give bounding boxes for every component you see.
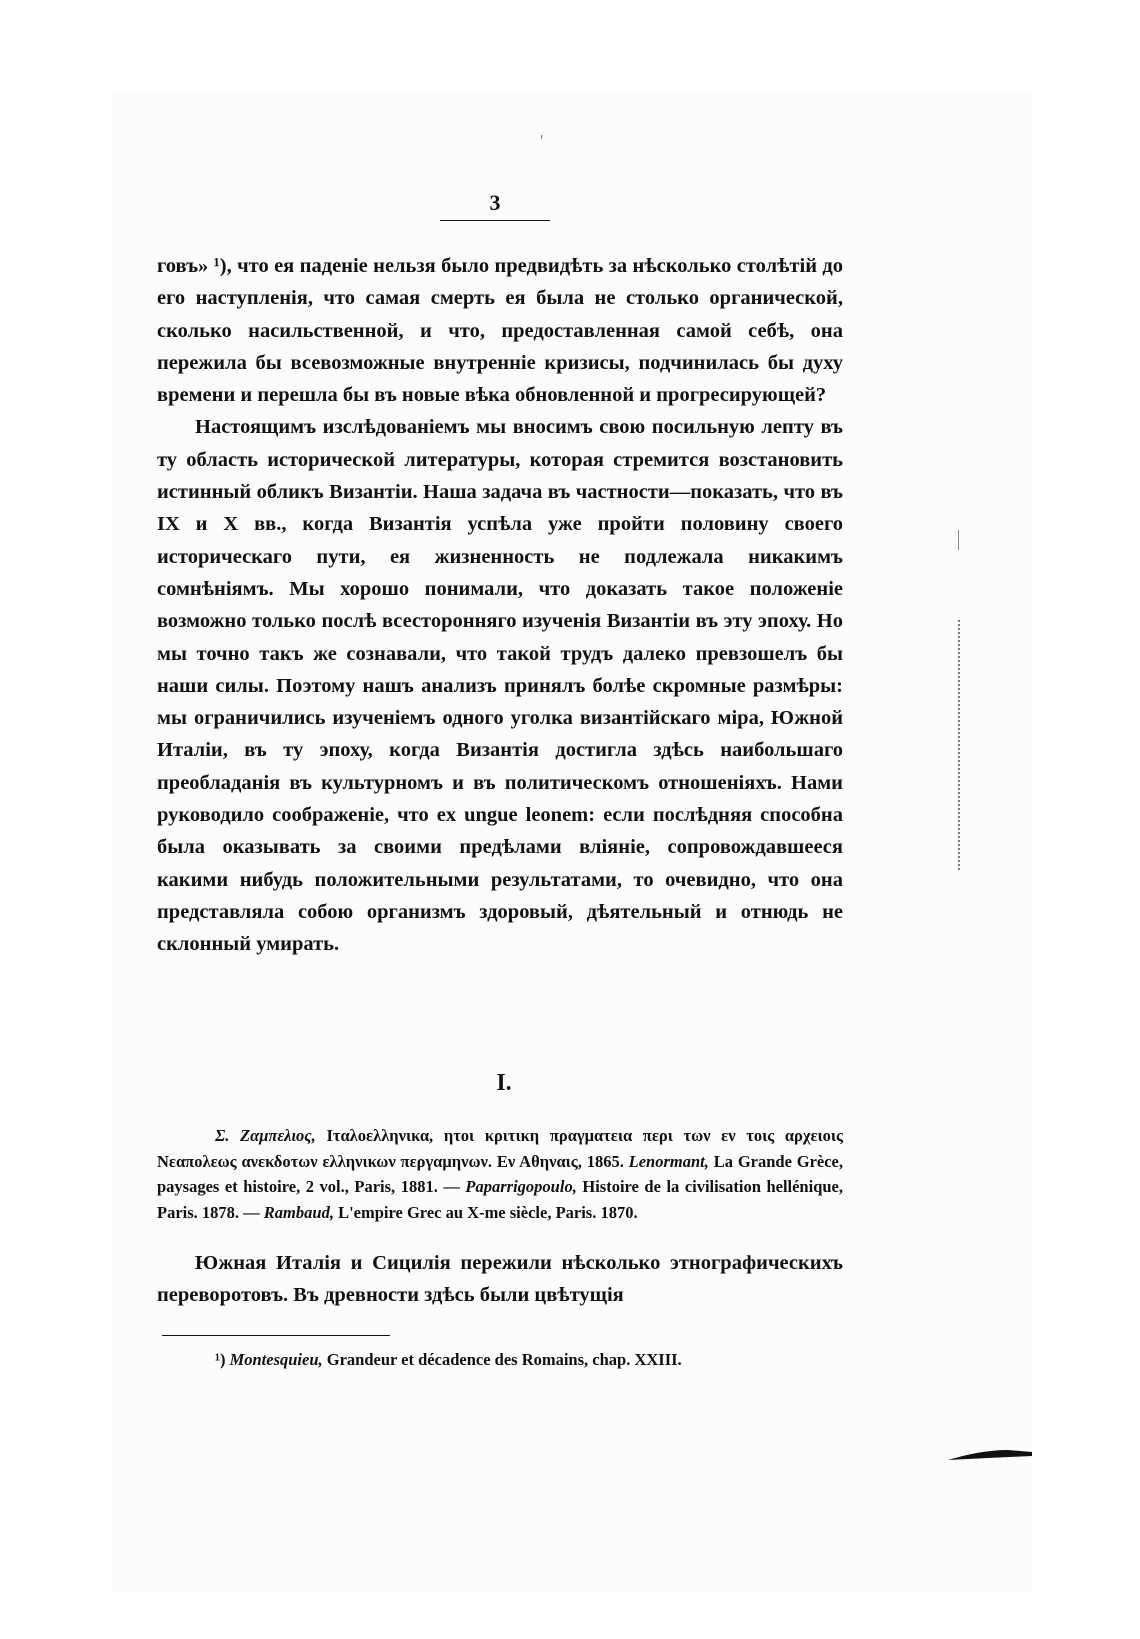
bib-author-zampelios: Σ. Ζαμπελιος,	[215, 1126, 316, 1145]
section-heading: I.	[496, 1070, 512, 1096]
footnote-marker: ¹)	[215, 1350, 226, 1369]
bib-text-zampelios: Ιταλοελληνικα, ητοι κριτικη πραγματεια περι των εν τοις αρχειοις Νεαπολεως ανεκδοτων ελληνικων περγαμηνων. Εν Αθηναις, 1865.	[157, 1126, 843, 1171]
page-number: 3	[489, 190, 501, 215]
paragraph-continuation: говъ» ¹), что ея паденіе нельзя было предвидѣть за нѣсколько столѣтій до его наступленія, что самая смерть ея была не столько органической, сколько насильственной, и что, предоставленная самой себѣ, она пережила бы всевозможные внутренніе кризисы, подчинилась бы духу времени и перешла бы въ новые вѣка обновленной и прогресирующей?	[157, 255, 843, 407]
scan-mark	[541, 135, 542, 139]
margin-mark	[958, 530, 959, 550]
paragraph-section-one: Южная Италія и Сицилія пережили нѣсколько этнографическихъ переворотовъ. Въ древности здѣсь были цвѣтущія	[157, 1252, 843, 1307]
margin-mark	[958, 620, 960, 870]
bibliography-note	[157, 1123, 843, 1225]
paragraph-research-aim: Настоящимъ изслѣдованіемъ мы вносимъ свою посильную лепту въ ту область исторической литературы, которая стремится возстановить истинный обликъ Византіи. Наша задача въ частности—показать, что въ IX и X вв., когда Византія успѣла уже пройти половину своего историческаго пути, ея жизненность не подлежала никакимъ сомнѣніямъ. Мы хорошо понимали, что доказать такое положеніе возможно только послѣ всесторонняго изученія Византіи въ эту эпоху. Но мы точно такъ же сознавали, что такой трудъ далеко превзошелъ бы наши силы. Поэтому нашъ анализъ принялъ болѣе скромные размѣры: мы ограничились изученіемъ одного уголка византійскаго міра, Южной Италіи, въ ту эпоху, когда Византія достигла здѣсь наибольшаго преобладанія въ культурномъ и въ политическомъ отношеніяхъ. Нами руководило соображеніе, что ex ungue leonem: если послѣдняя способна была оказывать за своими предѣлами вліяніе, сопровождавшееся какими нибудь положительными результатами, то очевидно, что она представляла собою организмъ здоровый, дѣятельный и отнюдь не склонный умирать.	[157, 416, 843, 956]
bib-text-lenormant: La Grande Grèce, paysages et histoire, 2 vol., Paris, 1881. —	[157, 1151, 843, 1197]
page-number-rule	[440, 220, 550, 221]
pen-stroke-mark	[948, 1448, 1032, 1462]
footnote-rule	[162, 1335, 390, 1336]
footnote-text: Grandeur et décadence des Romains, chap. XXIII.	[322, 1350, 682, 1369]
bib-text-paparrigopoulo: Histoire de la civilisation hellénique, Paris. 1878. —	[157, 1177, 843, 1222]
main-text	[157, 250, 843, 961]
bib-text-rambaud: L'empire Grec au X-me siècle, Paris. 1870.	[333, 1202, 638, 1222]
bib-author-paparrigopoulo: Paparrigopoulo,	[465, 1177, 577, 1197]
footnote-author: Montesquieu,	[229, 1350, 323, 1369]
bib-author-rambaud: Rambaud,	[263, 1202, 334, 1222]
bib-author-lenormant: Lenormant,	[628, 1151, 709, 1171]
footnote	[215, 1350, 855, 1370]
